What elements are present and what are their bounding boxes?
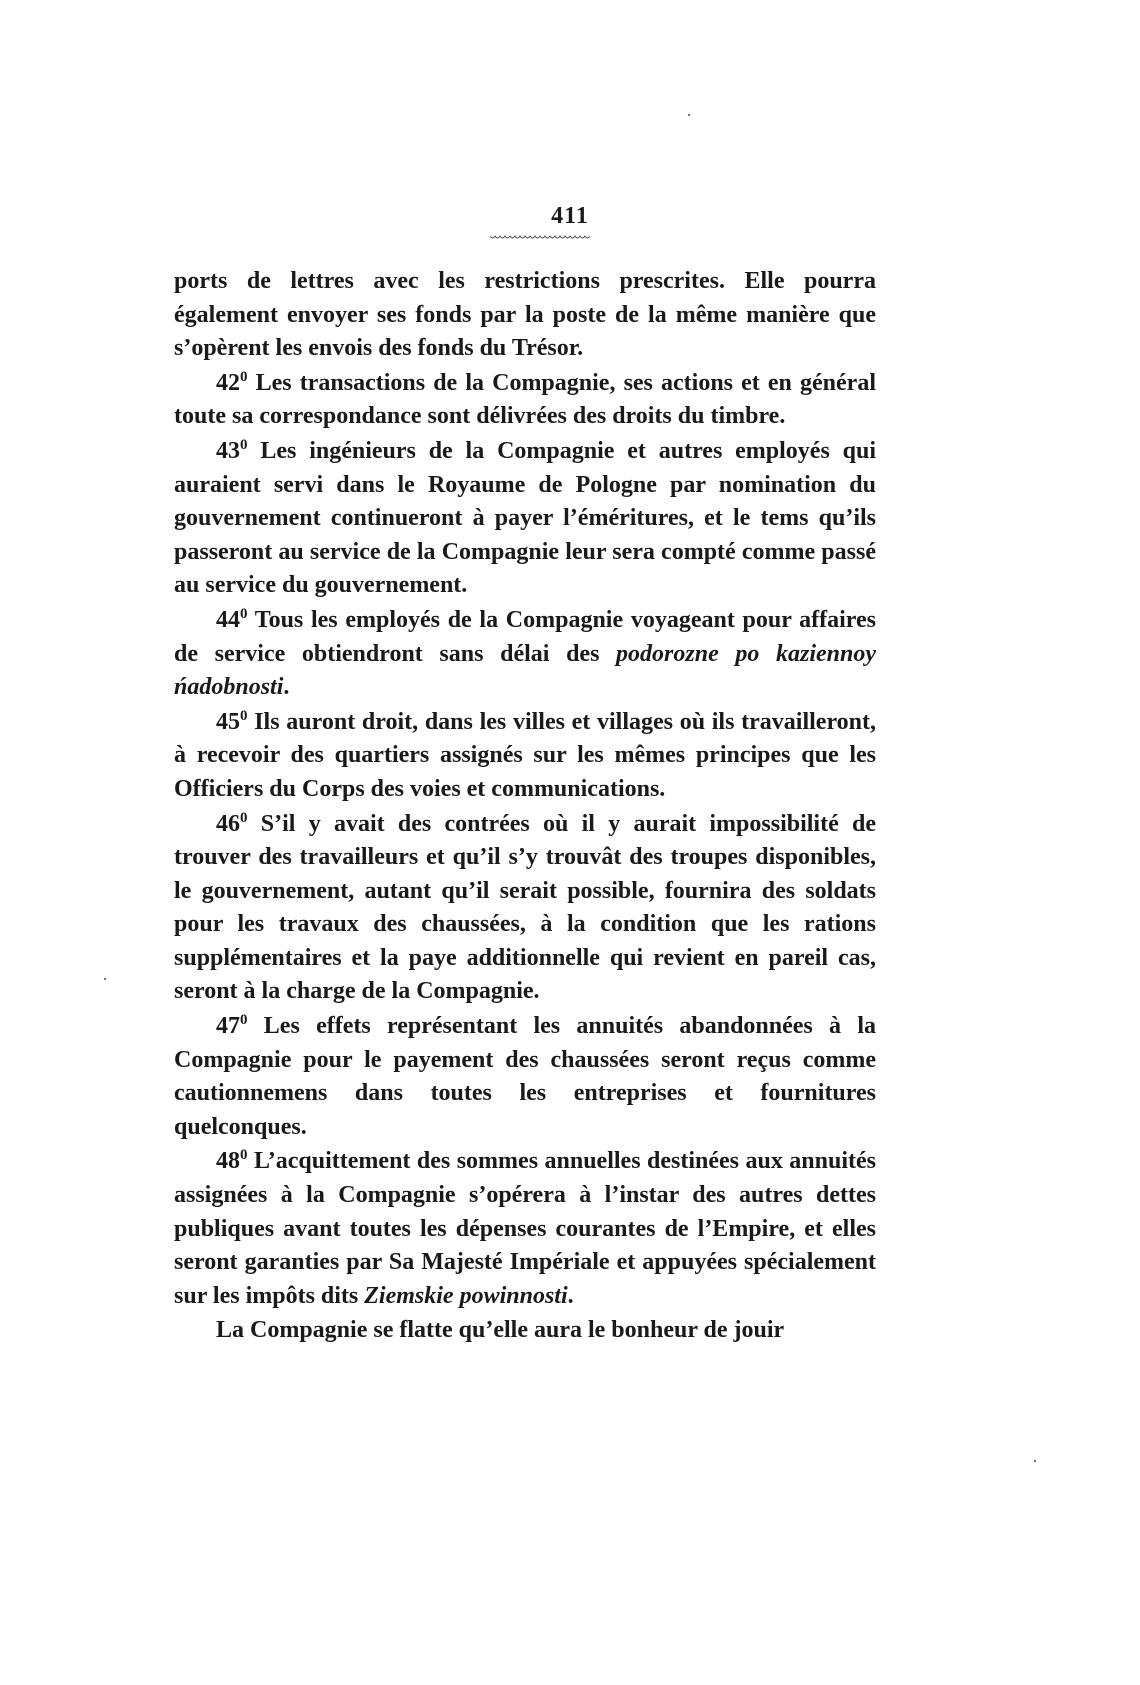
paragraph-article-47 bbox=[174, 1010, 876, 1144]
page-number: 411 bbox=[551, 203, 589, 229]
scan-speck bbox=[688, 114, 690, 116]
paragraph-article-42 bbox=[174, 367, 876, 434]
italic-term: Ziemskie powinnosti bbox=[364, 1282, 568, 1309]
degree-sign: 0 bbox=[240, 436, 248, 453]
paragraph-article-46 bbox=[174, 808, 876, 1010]
degree-sign: 0 bbox=[240, 1147, 248, 1164]
degree-sign: 0 bbox=[240, 707, 248, 724]
degree-sign: 0 bbox=[240, 605, 248, 622]
article-number: 46 bbox=[216, 810, 240, 837]
paragraph-text: La Compagnie se flatte qu’elle aura le bonheur de jouir bbox=[216, 1317, 785, 1344]
paragraph-article-44 bbox=[174, 604, 876, 705]
paragraph-text: Ils auront droit, dans les villes et villages où ils travailleront, à recevoir des quartiers assignés sur les mêmes principes que les Officiers du Corps des voies et communications. bbox=[174, 708, 877, 802]
article-number: 44 bbox=[216, 606, 240, 633]
degree-sign: 0 bbox=[240, 368, 248, 385]
paragraph-text: Les effets représentant les annuités abandonnées à la Compagnie pour le payement des chaussées seront reçus comme cautionnemens dans toutes les entreprises et fournitures quelconques. bbox=[174, 1013, 877, 1140]
italic-term: podorozne po kaziennoy ńadobnosti bbox=[174, 640, 877, 701]
paragraph-article-45 bbox=[174, 706, 876, 807]
paragraph-text: ports de lettres avec les restrictions prescrites. Elle pourra également envoyer ses fonds par la poste de la même manière que s’opèrent les envois des fonds du Trésor. bbox=[174, 268, 876, 362]
paragraph-article-48 bbox=[174, 1145, 876, 1313]
paragraph-final bbox=[174, 1314, 876, 1348]
article-number: 43 bbox=[216, 437, 240, 464]
paragraph-text: Les transactions de la Compagnie, ses actions et en général toute sa correspondance sont délivrées des droits du timbre. bbox=[174, 369, 876, 430]
paragraph-text: Les ingénieurs de la Compagnie et autres employés qui auraient servi dans le Royaume de Pologne par nomination du gouvernement continueront à payer l’éméritures, et le tems qu’ils passeront au service de la Compagnie leur sera compté comme passé au service du gouvernement. bbox=[174, 437, 876, 599]
article-number: 48 bbox=[216, 1148, 240, 1175]
degree-sign: 0 bbox=[240, 809, 248, 826]
article-number: 45 bbox=[216, 708, 240, 735]
paragraph-text-end: . bbox=[567, 1282, 574, 1309]
decorative-rule bbox=[490, 233, 590, 241]
article-number: 42 bbox=[216, 369, 240, 396]
paragraph-text-end: . bbox=[283, 674, 290, 701]
scan-speck bbox=[104, 978, 106, 980]
page-header bbox=[0, 203, 1140, 229]
scan-speck bbox=[1034, 1460, 1036, 1462]
paragraph-text: S’il y avait des contrées où il y aurait impossibilité de trouver des travailleurs et qu’il s’y trouvât des troupes disponibles, le gouvernement, autant qu’il serait possible, fournira des soldats pour les travaux des chaussées, à la condition que les rations supplémentaires et la paye additionnelle qui revient en pareil cas, seront à la charge de la Compagnie. bbox=[174, 810, 876, 1005]
degree-sign: 0 bbox=[240, 1012, 248, 1029]
article-number: 47 bbox=[216, 1013, 240, 1040]
paragraph-article-43 bbox=[174, 435, 876, 603]
paragraph-text: Tous les employés de la Compagnie voyageant pour affaires de service obtiendront sans délai des bbox=[174, 606, 876, 667]
body-text bbox=[174, 265, 876, 1348]
paragraph-text: L’acquittement des sommes annuelles destinées aux annuités assignées à la Compagnie s’opérera à l’instar des autres dettes publiques avant toutes les dépenses courantes de l’Empire, et elles seront garanties par Sa Majesté Impériale et appuyées spécialement sur les impôts dits bbox=[174, 1148, 876, 1309]
paragraph-continued bbox=[174, 265, 876, 366]
